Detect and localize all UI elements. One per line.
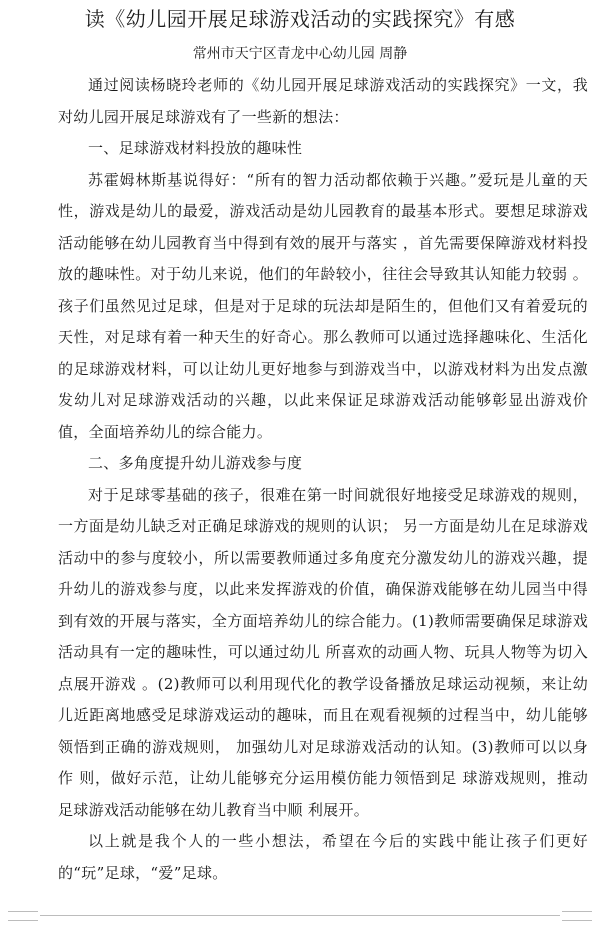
page-ruler [0, 911, 600, 921]
author-line: 常州市天宁区青龙中心幼儿园 周静 [192, 46, 408, 62]
closing-paragraph: 以上就是我个人的一些小想法，希望在今后的实践中能让孩子们更好的“玩”足球，“爱”足球。 [58, 832, 588, 882]
section-heading-2: 二、多角度提升幼儿游戏参与度 [88, 454, 303, 472]
document-title: 读《幼儿园开展足球游戏活动的实践探究》有感 [84, 7, 516, 31]
section-heading-1: 一、足球游戏材料投放的趣味性 [88, 139, 303, 157]
document-body [58, 70, 588, 889]
ruler-line [40, 915, 560, 916]
intro-paragraph: 通过阅读杨晓玲老师的《幼儿园开展足球游戏活动的实践探究》一文，我对幼儿园开展足球游戏有了一些新的想法： [58, 76, 588, 126]
section-1-paragraph: 苏霍姆林斯基说得好：“所有的智力活动都依赖于兴趣。”爱玩是儿童的天性，游戏是幼儿的最爱，游戏活动是幼儿园教育的最基本形式。要想足球游戏活动能够在幼儿园教育当中得到有效的展开与落实 ，首先需要保障游戏材料投放的趣味性。对于幼儿来说，他们的年龄较小，往往会导致其认知能力较弱 。孩子们虽然见过足球，但是对于足球的玩法却是陌生的，但他们又有着爱玩的天性，对足球有着一种天生的好奇心。那么教师可以通过选择趣味化、生活化的足球游戏材料，可以让幼儿更好地参与到游戏当中，以游戏材料为出发点激发幼儿对足球游戏活动的兴趣，以此来保证足球游戏活动能够彰显出游戏价值，全面培养幼儿的综合能力。 [58, 170, 588, 441]
ruler-right-marker [562, 911, 592, 921]
section-2-paragraph: 对于足球零基础的孩子，很难在第一时间就很好地接受足球游戏的规则，一方面是幼儿缺乏对正确足球游戏的规则的认识； 另一方面是幼儿在足球游戏活动中的参与度较小，所以需要教师通过多角度充分激发幼儿的游戏兴趣，提升幼儿的游戏参与度，以此来发挥游戏的价值，确保游戏能够在幼儿园当中得到有效的开展与落实，全方面培养幼儿的综合能力。(1)教师需要确保足球游戏活动具有一定的趣味性，可以通过幼儿 所喜欢的动画人物、玩具人物等为切入点展开游戏 。(2)教师可以利用现代化的教学设备播放足球运动视频，来让幼儿近距离地感受足球游戏运动的趣味，而且在观看视频的过程当中，幼儿能够领悟到正确的游戏规则， 加强幼儿对足球游戏活动的认知。(3)教师可以以身作 则，做好示范，让幼儿能够充分运用模仿能力领悟到足 球游戏规则，推动足球游戏活动能够在幼儿教育当中顺 利展开。 [58, 485, 588, 819]
ruler-left-marker [8, 911, 38, 921]
